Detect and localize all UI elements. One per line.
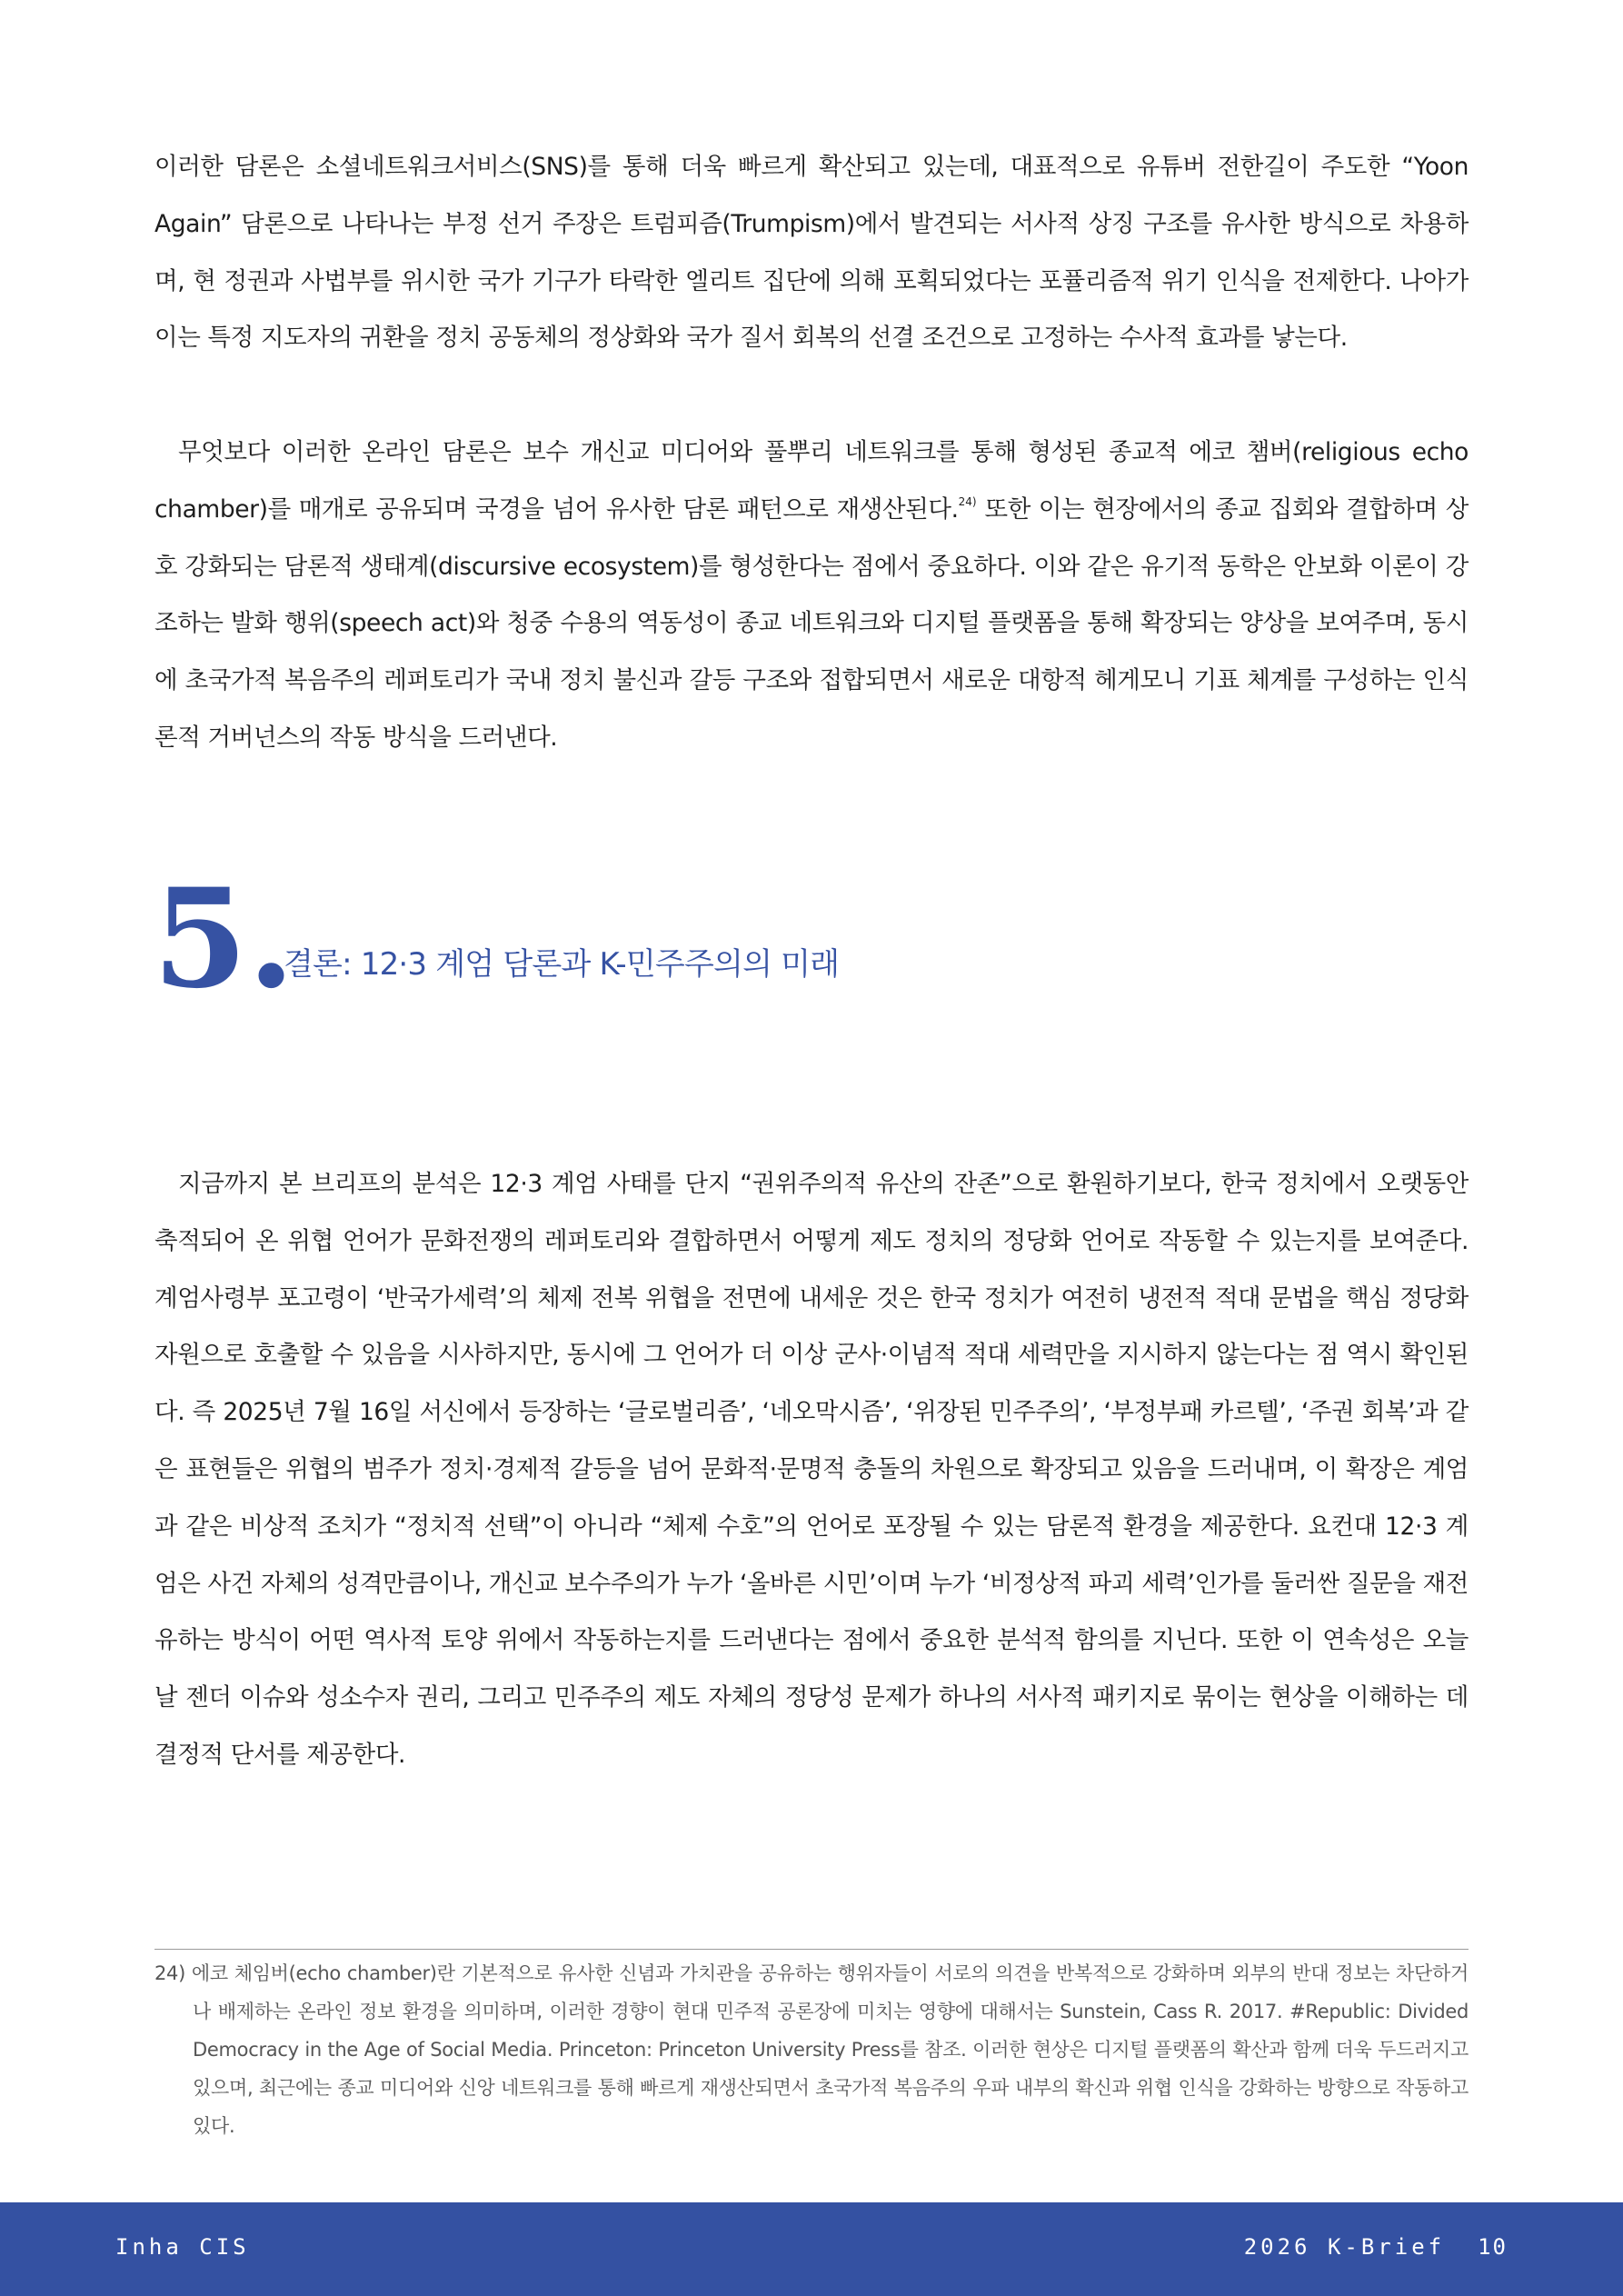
- body-paragraph-3: 지금까지 본 브리프의 분석은 12·3 계엄 사태를 단지 “권위주의적 유산의 잔존”으로 환원하기보다, 한국 정치에서 오랫동안 축적되어 온 위협 언어가 문화전쟁의 레퍼토리와 결합하면서 어떻게 제도 정치의 정당화 언어로 작동할 수 있는지를 보여준다. 계엄사령부 포고령이 ‘반국가세력’의 체제 전복 위협을 전면에 내세운 것은 한국 정치가 여전히 냉전적 적대 문법을 핵심 정당화 자원으로 호출할 수 있음을 시사하지만, 동시에 그 언어가 더 이상 군사·이념적 적대 세력만을 지시하지 않는다는 점 역시 확인된다. 즉 2025년 7월 16일 서신에서 등장하는 ‘글로벌리즘’, ‘네오막시즘’, ‘위장된 민주주의’, ‘부정부패 카르텔’, ‘주권 회복’과 같은 표현들은 위협의 범주가 정치·경제적 갈등을 넘어 문화적·문명적 충돌의 차원으로 확장되고 있음을 드러내며, 이 확장은 계엄과 같은 비상적 조치가 “정치적 선택”이 아니라 “체제 수호”의 언어로 포장될 수 있는 담론적 환경을 제공한다. 요컨대 12·3 계엄은 사건 자체의 성격만큼이나, 개신교 보수주의가 누가 ‘올바른 시민’이며 누가 ‘비정상적 파괴 세력’인가를 둘러싼 질문을 재전유하는 방식이 어떤 역사적 토양 위에서 작동하는지를 드러낸다는 점에서 중요한 분석적 함의를 지닌다. 또한 이 연속성은 오늘날 젠더 이슈와 성소수자 권리, 그리고 민주주의 제도 자체의 정당성 문제가 하나의 서사적 패키지로 묶이는 현상을 이해하는 데 결정적 단서를 제공한다.: [154, 1170, 1469, 1769]
- footer-publisher: Inha CIS: [115, 2234, 250, 2260]
- footnote-divider: [154, 1949, 1469, 1950]
- page-footer: [0, 2202, 1623, 2296]
- body-paragraph-2-text-a: 무엇보다 이러한 온라인 담론은 보수 개신교 미디어와 풀뿌리 네트워크를 통해 형성된 종교적 에코 챔버(religious echo chamber)를 매개로 공유되며 국경을 넘어 유사한 담론 패턴으로 재생산된다.: [154, 438, 1469, 524]
- body-paragraph-1: 이러한 담론은 소셜네트워크서비스(SNS)를 통해 더욱 빠르게 확산되고 있는데, 대표적으로 유튜버 전한길이 주도한 “Yoon Again” 담론으로 나타나는 부정 선거 주장은 트럼피즘(Trumpism)에서 발견되는 서사적 상징 구조를 유사한 방식으로 차용하며, 현 정권과 사법부를 위시한 국가 기구가 타락한 엘리트 집단에 의해 포획되었다는 포퓰리즘적 위기 인식을 전제한다. 나아가 이는 특정 지도자의 귀환을 정치 공동체의 정상화와 국가 질서 회복의 선결 조건으로 고정하는 수사적 효과를 낳는다.: [154, 153, 1469, 353]
- page-number: 10: [1478, 2234, 1508, 2260]
- footer-series: 2026 K-Brief: [1243, 2234, 1446, 2260]
- body-paragraph-2: [154, 424, 1469, 767]
- section-number: 5.: [153, 859, 295, 1019]
- body-paragraph-2-text-b: 또한 이는 현장에서의 종교 집회와 결합하며 상호 강화되는 담론적 생태계(discursive ecosystem)를 형성한다는 점에서 중요하다. 이와 같은 유기적 동학은 안보화 이론이 강조하는 발화 행위(speech act)와 청중 수용의 역동성이 종교 네트워크와 디지털 플랫폼을 통해 확장되는 양상을 보여주며, 동시에 초국가적 복음주의 레퍼토리가 국내 정치 불신과 갈등 구조와 접합되면서 새로운 대항적 헤게모니 기표 체계를 구성하는 인식론적 거버넌스의 작동 방식을 드러낸다.: [154, 494, 1469, 752]
- footer-right-group: [1244, 2234, 1508, 2260]
- section-title: 결론: 12·3 계엄 담론과 K-민주주의의 미래: [284, 946, 840, 983]
- footnote-24: 24) 에코 체임버(echo chamber)란 기본적으로 유사한 신념과 가치관을 공유하는 행위자들이 서로의 의견을 반복적으로 강화하며 외부의 반대 정보는 차단하거나 배제하는 온라인 정보 환경을 의미하며, 이러한 경향이 현대 민주적 공론장에 미치는 영향에 대해서는 Sunstein, Cass R. 2017. #Republic: Divided Democracy in the Age of Social Media. Princeton: Princeton University Press를 참조. 이러한 현상은 디지털 플랫폼의 확산과 함께 더욱 두드러지고 있으며, 최근에는 종교 미디어와 신앙 네트워크를 통해 빠르게 재생산되면서 초국가적 복음주의 우파 내부의 확신과 위협 인식을 강화하는 방향으로 작동하고 있다.: [154, 1962, 1469, 2137]
- footnote-reference-24[interactable]: 24): [958, 494, 977, 508]
